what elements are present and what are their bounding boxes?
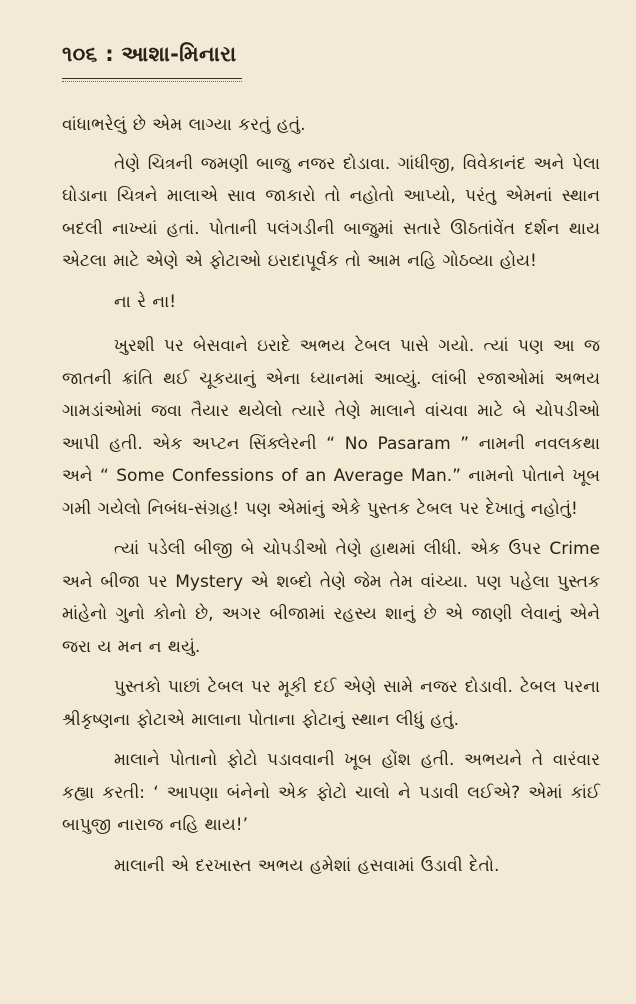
body-text bbox=[62, 109, 600, 882]
paragraph-last: માલાની એ દરખાસ્ત અભય હમેશાં હસવામાં ઉડાવી દેતો. bbox=[114, 855, 500, 876]
header-underline bbox=[62, 78, 242, 79]
paragraph: તેણે ચિત્રની જમણી બાજુ નજર દોડાવા. ગાંધીજી, વિવેકાનંદ અને પેલા ઘોડાના ચિત્રને માલાએ સાવ જાકારો તો નહોતો આપ્યો, પરંતુ એમનાં સ્થાન બદલી નાખ્યાં હતાં. પોતાની પલંગડીની બાજુમાં સતારે ઊઠતાંવેંત દર્શન થાય એટલા માટે એણે એ ફોટાઓ ઇરાદાપૂર્વક તો આમ નહિ ગોઠવ્યા હોય! bbox=[62, 153, 600, 271]
paragraph: ત્યાં પડેલી બીજી બે ચોપડીઓ તેણે હાથમાં લીધી. એક ઉપર Crime અને બીજા પર Mystery એ શબ્દો તેણે જેમ તેમ વાંચ્યા. પણ પહેલા પુસ્તક માંહેનો ગુનો કોનો છે, અગર બીજામાં રહસ્ય શાનું છે એ જાણી લેવાનું એને જરા ય મન ન થયું. bbox=[62, 539, 600, 657]
paragraph: ખુરશી પર બેસવાને ઇરાદે અભય ટેબલ પાસે ગયો. ત્યાં પણ આ જ જાતની ક્રાંતિ થઈ ચૂકયાનું એના ધ્યાનમાં આવ્યું. લાંબી રજાઓમાં અભય ગામડાંઓમાં જવા તૈયાર થયેલો ત્યારે તેણે માલાને વાંચવા માટે બે ચોપડીઓ આપી હતી. એક અપ્ટન સિંક્લેરની “ No Pasaram ” નામની નવલકથા અને “ Some Confessions of an Average Man.” નામનો પોતાને ખૂબ ગમી ગયેલો નિબંધ-સંગ્રહ! પણ એમાંનું એકે પુસ્તક ટેબલ પર દેખાતું નહોતું! bbox=[62, 336, 600, 519]
paragraph-continuation: વાંધાભરેલું છે એમ લાગ્યા કરતું હતું. bbox=[62, 115, 306, 135]
paragraph-exclamation: ના રે ના! bbox=[114, 291, 177, 312]
paragraph: માલાને પોતાનો ફોટો પડાવવાની ખૂબ હોંશ હતી. અભયને તે વારંવાર કહ્યા કરતી: ‘ આપણા બંનેનો એક ફોટો ચાલો ને પડાવી લઈએ? એમાં કાંઈ બાપુજી નારાજ નહિ થાય!’ bbox=[62, 750, 600, 835]
running-header bbox=[62, 42, 236, 79]
page-number-and-title: ૧૦૬ : આશા-મિનારા bbox=[62, 42, 237, 66]
paragraph: પુસ્તકો પાછાં ટેબલ પર મૂકી દઈ એણે સામે નજર દોડાવી. ટેબલ પરના શ્રીકૃષ્ણના ફોટાએ માલાના પોતાના ફોટાનું સ્થાન લીધું હતું. bbox=[62, 677, 600, 730]
